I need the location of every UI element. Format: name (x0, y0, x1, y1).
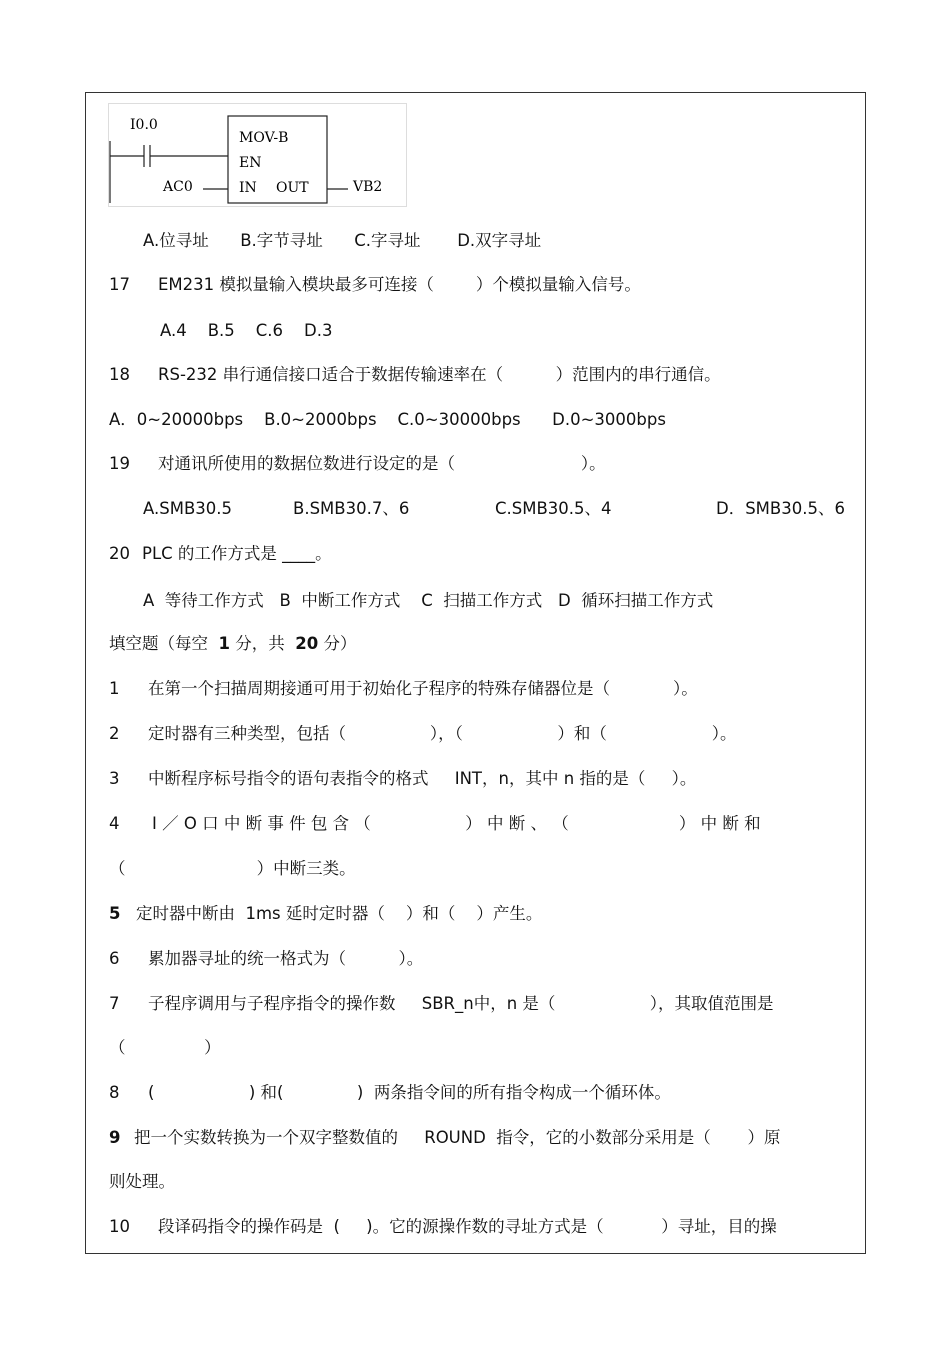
q18-text: RS-232 串行通信接口适合于数据传输速率在（ ）范围内的串行通信。 (158, 365, 721, 384)
f1-text: 在第一个扫描周期接通可用于初始化子程序的特殊存储器位是（ ）。 (148, 679, 698, 698)
q16-options: A.位寻址 B.字节寻址 C.字寻址 D.双字寻址 (143, 231, 542, 250)
f4-text: I ／ O 口 中 断 事 件 包 含 （ ） 中 断 、 （ ） 中 断 和 (152, 814, 761, 833)
f7-number: 7 (109, 994, 120, 1013)
q19-option-b: B.SMB30.7、6 (293, 499, 410, 518)
f2-number: 2 (109, 724, 120, 743)
f4-continuation: （ ）中断三类。 (109, 859, 356, 878)
q19-option-c: C.SMB30.5、4 (495, 499, 612, 518)
f9-number: 9 (109, 1128, 121, 1147)
f9-continuation: 则处理。 (109, 1172, 175, 1191)
f1-number: 1 (109, 679, 120, 698)
f2-text: 定时器有三种类型，包括（ ），（ ）和（ ）。 (148, 724, 737, 743)
in-operand: AC0 (163, 179, 193, 195)
q19-number: 19 (109, 454, 130, 473)
f10-number: 10 (109, 1217, 130, 1236)
document-frame (85, 92, 866, 1254)
f7-continuation: （ ） (109, 1038, 221, 1057)
q17-text: EM231 模拟量输入模块最多可连接（ ）个模拟量输入信号。 (158, 275, 641, 294)
f4-number: 4 (109, 814, 120, 833)
q18-number: 18 (109, 365, 130, 384)
f6-text: 累加器寻址的统一格式为（ ）。 (148, 949, 424, 968)
in-label: IN (239, 180, 257, 196)
q20-options: A 等待工作方式 B 中断工作方式 C 扫描工作方式 D 循环扫描工作方式 (143, 591, 714, 610)
f3-number: 3 (109, 769, 120, 788)
f8-number: 8 (109, 1083, 120, 1102)
f3-text: 中断程序标号指令的语句表指令的格式 INT，n，其中 n 指的是（ ）。 (148, 769, 697, 788)
f5-text: 定时器中断由 1ms 延时定时器（ ）和（ ）产生。 (136, 904, 543, 923)
f9-text: 把一个实数转换为一个双字整数值的 ROUND 指令，它的小数部分采用是（ ）原 (134, 1128, 781, 1147)
q20-number: 20 (109, 544, 130, 563)
out-operand: VB2 (353, 179, 383, 195)
out-label: OUT (276, 180, 309, 196)
q19-option-d: D．SMB30.5、6 (716, 499, 845, 518)
ladder-diagram (108, 103, 408, 207)
q19-text: 对通讯所使用的数据位数进行设定的是（ ）。 (158, 454, 606, 473)
f6-number: 6 (109, 949, 120, 968)
section-heading: 填空题（每空 1 分，共 20 分） (109, 634, 357, 653)
f10-text: 段译码指令的操作码是 ( )。它的源操作数的寻址方式是（ ）寻址，目的操 (158, 1217, 777, 1236)
f8-text: ( ) 和( ) 两条指令间的所有指令构成一个循环体。 (148, 1083, 671, 1102)
q18-options: A．0~20000bps B.0~2000bps C.0~30000bps D.0~3000bps (109, 410, 666, 429)
q17-options: A.4 B.5 C.6 D.3 (160, 321, 333, 340)
f5-number: 5 (109, 904, 121, 923)
q19-option-a: A.SMB30.5 (143, 499, 233, 518)
f7-text: 子程序调用与子程序指令的操作数 SBR_n中，n 是（ ），其取值范围是 (148, 994, 774, 1013)
q17-number: 17 (109, 275, 130, 294)
box-title: MOV-B (239, 130, 289, 146)
q20-text: PLC 的工作方式是 ____。 (142, 544, 332, 563)
en-label: EN (239, 155, 262, 171)
contact-label: I0.0 (130, 117, 158, 133)
